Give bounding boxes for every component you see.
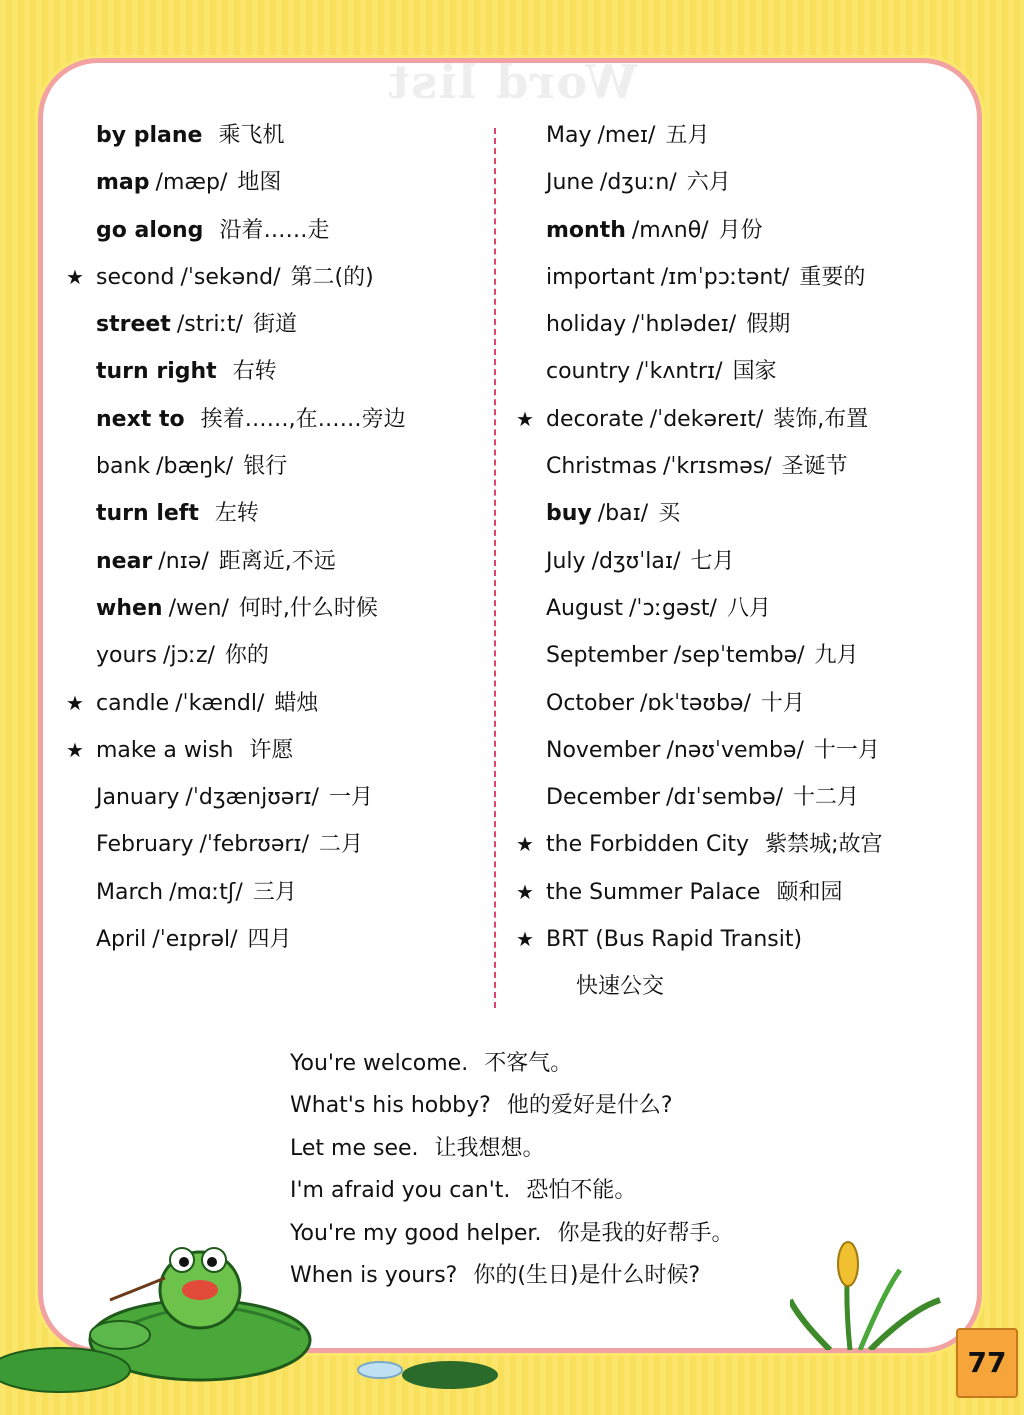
vocab-translation: 紫禁城;故宫: [765, 832, 883, 858]
phrase-english: Let me see.: [290, 1135, 419, 1161]
phrase-item: [290, 1128, 733, 1170]
vocab-word: buy: [546, 501, 592, 527]
vocab-entry: [512, 774, 972, 821]
vocab-translation: 装饰,布置: [773, 406, 869, 432]
vocab-entry: [512, 396, 972, 443]
vocab-translation: 挨着……,在……旁边: [200, 406, 406, 432]
vocab-word: go along: [96, 217, 204, 243]
vocab-translation: 十二月: [793, 785, 860, 811]
vocab-phonetic: /ˈkʌntrɪ/: [636, 359, 723, 385]
vocab-phonetic: /jɔːz/: [162, 643, 215, 669]
vocab-word: holiday: [546, 312, 627, 338]
vocab-translation: 八月: [726, 595, 771, 621]
vocab-translation: 地图: [237, 170, 282, 196]
vocab-word: October: [546, 690, 635, 716]
vocab-translation: 三月: [252, 879, 297, 905]
vocab-phonetic: /ˈfebrʊərɪ/: [199, 832, 310, 858]
star-icon: ★: [516, 406, 534, 431]
vocab-phonetic: /mɑːtʃ/: [169, 879, 243, 905]
vocab-word: turn left: [96, 501, 199, 527]
page-number: 77: [956, 1328, 1018, 1398]
vocab-translation: 重要的: [799, 264, 866, 290]
phrase-item: [290, 1170, 733, 1212]
vocab-phonetic: /wen/: [168, 595, 229, 621]
vocab-entry: [512, 207, 972, 254]
vocab-translation: 距离近,不远: [218, 548, 336, 574]
vocab-entry: [512, 254, 972, 301]
vocab-entry: [62, 869, 482, 916]
vocab-translation: 月份: [718, 217, 763, 243]
star-icon: ★: [516, 879, 534, 904]
vocab-translation: 蜡烛: [274, 690, 319, 716]
phrase-english: I'm afraid you can't.: [290, 1178, 511, 1204]
vocab-word: December: [546, 785, 661, 811]
vocab-translation: 国家: [732, 359, 777, 385]
vocab-phonetic: /ˈkændl/: [175, 690, 265, 716]
vocab-word: September: [546, 643, 668, 669]
vocab-entry: [62, 490, 482, 537]
vocab-word: February: [96, 832, 194, 858]
vocab-translation: 九月: [814, 643, 859, 669]
phrase-english: When is yours?: [290, 1262, 458, 1288]
column-divider: [494, 128, 496, 1008]
vocab-word: by plane: [96, 123, 203, 148]
vocab-word: next to: [96, 406, 185, 432]
vocab-entry: [62, 821, 482, 868]
vocab-phonetic: /mæp/: [155, 170, 228, 196]
vocab-entry: [62, 396, 482, 443]
vocab-translation: 四月: [247, 927, 292, 953]
vocab-phonetic: /nɪə/: [158, 548, 209, 574]
vocab-word: August: [546, 595, 623, 621]
vocab-word: Christmas: [546, 454, 657, 480]
vocab-translation: 沿着……走: [219, 217, 330, 243]
right-word-column: [512, 112, 972, 1010]
vocab-translation: 何时,什么时候: [238, 595, 378, 621]
frog-scene-illustration: [0, 1220, 560, 1400]
vocab-word: decorate: [546, 406, 644, 432]
vocab-translation: 五月: [665, 123, 710, 148]
vocab-phonetic: /ˈsekənd/: [180, 264, 281, 290]
vocab-phonetic: /dʒuːn/: [599, 170, 677, 196]
vocab-translation: 一月: [328, 785, 373, 811]
vocab-word: month: [546, 217, 626, 243]
vocab-entry: [62, 254, 482, 301]
vocab-entry: [62, 680, 482, 727]
vocab-translation: 颐和园: [776, 879, 843, 905]
page-title: Word list: [386, 55, 638, 109]
vocab-phonetic: /ˈdekəreɪt/: [649, 406, 764, 432]
vocab-entry: [62, 159, 482, 206]
vocab-phonetic: /baɪ/: [597, 501, 649, 527]
phrase-english: What's his hobby?: [290, 1093, 491, 1119]
phrase-item: [290, 1043, 733, 1085]
vocab-word: the Forbidden City: [546, 832, 750, 858]
vocab-translation: 买: [658, 501, 681, 527]
vocab-translation: 快速公交: [576, 974, 665, 1000]
vocab-word: make a wish: [96, 737, 234, 763]
vocab-entry: [512, 538, 972, 585]
vocab-translation: 假期: [746, 312, 791, 338]
vocab-entry: [512, 301, 972, 348]
vocab-entry: [62, 443, 482, 490]
vocab-phonetic: /sepˈtembə/: [673, 643, 805, 669]
vocab-word: June: [546, 170, 594, 196]
vocab-phonetic: /ˈɔːgəst/: [629, 595, 717, 621]
phrase-english: You're my good helper.: [290, 1220, 542, 1246]
vocab-word: May: [546, 123, 592, 148]
vocab-word: second: [96, 264, 175, 290]
vocab-entry: [62, 727, 482, 774]
vocab-entry: [512, 916, 972, 1010]
vocab-entry: [512, 585, 972, 632]
vocab-phonetic: /ˈkrɪsməs/: [662, 454, 772, 480]
phrase-translation: 恐怕不能。: [526, 1178, 637, 1204]
vocab-translation: 二月: [319, 832, 364, 858]
vocab-word: March: [96, 879, 164, 905]
vocab-word: important: [546, 264, 655, 290]
vocab-translation: 七月: [690, 548, 735, 574]
vocab-word: street: [96, 312, 171, 338]
vocab-phonetic: /bæŋk/: [156, 454, 234, 480]
vocab-translation: 许愿: [249, 737, 294, 763]
vocab-entry: [62, 538, 482, 585]
vocab-phonetic: /mʌnθ/: [631, 217, 709, 243]
vocab-translation: 右转: [232, 359, 277, 385]
phrase-translation: 你的(生日)是什么时候?: [473, 1262, 701, 1288]
vocab-translation: 银行: [243, 454, 288, 480]
vocab-entry: [62, 916, 482, 963]
star-icon: ★: [516, 927, 534, 952]
phrase-item: [290, 1085, 733, 1127]
vocab-entry: [512, 821, 972, 868]
phrase-translation: 他的爱好是什么?: [506, 1093, 673, 1119]
vocab-word: January: [96, 785, 180, 811]
vocab-entry: [62, 774, 482, 821]
vocab-phonetic: /ˈeɪprəl/: [152, 927, 238, 953]
vocab-entry: [512, 159, 972, 206]
vocab-translation: 六月: [686, 170, 731, 196]
vocab-translation: 第二(的): [290, 264, 374, 290]
vocab-entry: [62, 632, 482, 679]
vocab-word: July: [546, 548, 586, 574]
vocab-translation: 十一月: [813, 737, 880, 763]
vocab-word: country: [546, 359, 631, 385]
vocab-phonetic: /dʒʊˈlaɪ/: [591, 548, 681, 574]
vocab-phonetic: /ˈdʒænjʊərɪ/: [185, 785, 319, 811]
vocab-word: turn right: [96, 359, 217, 385]
vocab-entry: [512, 443, 972, 490]
vocab-entry: [512, 869, 972, 916]
vocab-entry: [512, 112, 972, 159]
vocab-entry: [62, 585, 482, 632]
star-icon: ★: [516, 832, 534, 857]
vocab-phonetic: /striːt/: [176, 312, 243, 338]
vocab-phonetic: /ɪmˈpɔːtənt/: [660, 264, 790, 290]
vocab-word: bank: [96, 454, 151, 480]
star-icon: ★: [66, 264, 84, 289]
phrase-translation: 你是我的好帮手。: [557, 1220, 734, 1246]
vocab-entry: [512, 727, 972, 774]
vocab-word: candle: [96, 690, 170, 716]
phrase-translation: 让我想想。: [434, 1135, 545, 1161]
vocab-phonetic: /dɪˈsembə/: [666, 785, 784, 811]
vocab-entry: [512, 490, 972, 537]
vocab-entry: [62, 207, 482, 254]
vocab-phonetic: /ˈhɒlədeɪ/: [632, 312, 737, 338]
vocab-phonetic: /ɒkˈtəʊbə/: [640, 690, 751, 716]
vocab-word: the Summer Palace: [546, 879, 761, 905]
vocab-entry: [62, 301, 482, 348]
vocab-entry: [512, 680, 972, 727]
star-icon: ★: [66, 690, 84, 715]
vocab-word: near: [96, 548, 153, 574]
vocab-phonetic: /meɪ/: [597, 123, 656, 148]
vocab-translation: 圣诞节: [781, 454, 848, 480]
vocab-translation: 街道: [252, 312, 297, 338]
phrase-english: You're welcome.: [290, 1051, 469, 1076]
vocab-word: yours: [96, 643, 157, 669]
vocab-entry: [512, 632, 972, 679]
vocab-entry: [62, 348, 482, 395]
vocab-translation: 十月: [760, 690, 805, 716]
reed-plant-illustration: [790, 1240, 950, 1350]
vocab-word: November: [546, 737, 661, 763]
phrase-translation: 不客气。: [484, 1051, 573, 1076]
vocab-word: map: [96, 170, 150, 196]
vocab-word: when: [96, 595, 163, 621]
vocab-translation: 乘飞机: [218, 123, 285, 148]
vocab-entry: [62, 112, 482, 159]
vocab-word: BRT (Bus Rapid Transit): [546, 927, 803, 953]
vocab-translation: 左转: [214, 501, 259, 527]
left-word-column: [62, 112, 482, 963]
vocab-phonetic: /nəʊˈvembə/: [666, 737, 804, 763]
vocab-translation: 你的: [224, 643, 269, 669]
vocab-word: April: [96, 927, 147, 953]
vocab-entry: [512, 348, 972, 395]
star-icon: ★: [66, 737, 84, 762]
